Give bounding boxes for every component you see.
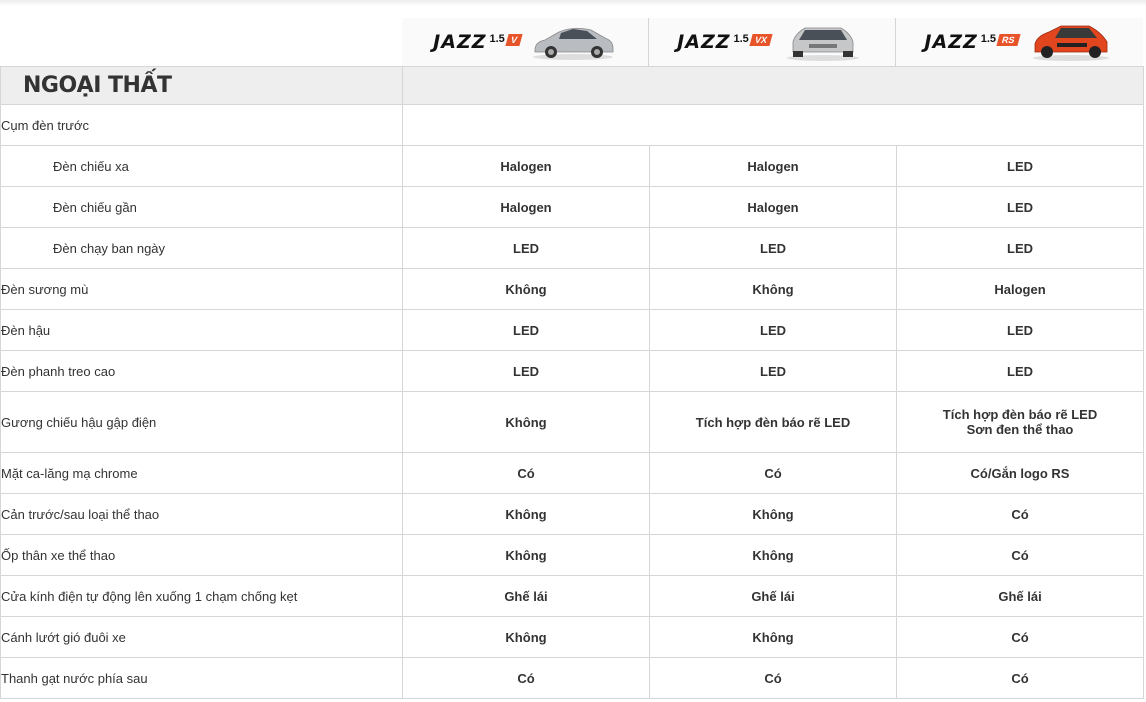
value-rs: Ghế lái	[897, 576, 1144, 617]
row-blank	[403, 105, 1144, 146]
car-silver-front-icon	[779, 22, 867, 62]
row-label: Đèn chiếu gần	[1, 187, 403, 228]
model-engine: 1.5	[489, 33, 505, 45]
value-vx: Halogen	[650, 146, 897, 187]
value-rs-line-1: Tích hợp đèn báo rẽ LED	[942, 407, 1098, 422]
value-rs-line-2: Sơn đen thể thao	[966, 422, 1074, 437]
model-badge: V	[505, 34, 522, 46]
value-v: Ghế lái	[403, 576, 650, 617]
row-label: Đèn chiếu xa	[1, 146, 403, 187]
value-vx: LED	[650, 351, 897, 392]
car-silver-icon	[529, 22, 617, 62]
value-vx: Không	[650, 494, 897, 535]
top-shadow-bar	[0, 0, 1146, 6]
value-v: Có	[403, 658, 650, 699]
model-name: JAZZ	[677, 31, 731, 53]
table-row	[1, 453, 1144, 494]
value-vx: Có	[650, 453, 897, 494]
value-v: Không	[403, 617, 650, 658]
value-v: LED	[403, 310, 650, 351]
table-row	[1, 228, 1144, 269]
value-v: Không	[403, 269, 650, 310]
model-header	[402, 18, 1144, 66]
model-engine: 1.5	[733, 33, 749, 45]
value-rs: Có	[897, 535, 1144, 576]
value-rs: Có	[897, 658, 1144, 699]
value-rs: Có/Gắn logo RS	[897, 453, 1144, 494]
value-rs: LED	[897, 187, 1144, 228]
value-v: LED	[403, 351, 650, 392]
table-row	[1, 658, 1144, 699]
value-v: Halogen	[403, 187, 650, 228]
value-vx: Không	[650, 617, 897, 658]
section-title: NGOẠI THẤT	[1, 67, 403, 105]
table-row	[1, 494, 1144, 535]
table-row	[1, 576, 1144, 617]
value-v: Không	[403, 392, 650, 453]
value-vx: Tích hợp đèn báo rẽ LED	[650, 392, 897, 453]
row-label: Gương chiếu hậu gập điện	[1, 392, 403, 453]
model-jazz-vx	[649, 18, 896, 66]
value-v: LED	[403, 228, 650, 269]
model-jazz-v	[402, 18, 649, 66]
spec-table	[0, 66, 1144, 699]
row-label: Cản trước/sau loại thể thao	[1, 494, 403, 535]
value-vx: Không	[650, 269, 897, 310]
row-label: Mặt ca-lăng mạ chrome	[1, 453, 403, 494]
table-row	[1, 269, 1144, 310]
table-row	[1, 310, 1144, 351]
model-badge: VX	[749, 34, 772, 46]
model-name: JAZZ	[924, 31, 978, 53]
value-rs	[897, 392, 1144, 453]
table-row	[1, 146, 1144, 187]
value-vx: Ghế lái	[650, 576, 897, 617]
value-rs: LED	[897, 351, 1144, 392]
model-engine: 1.5	[980, 33, 997, 45]
car-orange-icon	[1027, 22, 1115, 62]
value-vx: LED	[650, 228, 897, 269]
row-label: Cánh lướt gió đuôi xe	[1, 617, 403, 658]
table-row	[1, 351, 1144, 392]
value-rs: LED	[897, 310, 1144, 351]
row-label: Đèn hậu	[1, 310, 403, 351]
value-v: Không	[403, 535, 650, 576]
table-row	[1, 392, 1144, 453]
model-jazz-rs	[896, 18, 1143, 66]
value-vx: Halogen	[650, 187, 897, 228]
row-label: Đèn chạy ban ngày	[1, 228, 403, 269]
value-v: Không	[403, 494, 650, 535]
value-rs: LED	[897, 146, 1144, 187]
value-vx: LED	[650, 310, 897, 351]
row-label: Ốp thân xe thể thao	[1, 535, 403, 576]
value-v: Có	[403, 453, 650, 494]
model-name: JAZZ	[433, 31, 487, 53]
row-label: Cụm đèn trước	[1, 105, 403, 146]
model-badge: RS	[996, 34, 1020, 46]
value-vx: Có	[650, 658, 897, 699]
section-header-blank	[403, 67, 1144, 105]
row-label: Đèn sương mù	[1, 269, 403, 310]
row-label: Thanh gạt nước phía sau	[1, 658, 403, 699]
table-row	[1, 105, 1144, 146]
table-row	[1, 617, 1144, 658]
table-row	[1, 535, 1144, 576]
value-rs: LED	[897, 228, 1144, 269]
row-label: Cửa kính điện tự động lên xuống 1 chạm chống kẹt	[1, 576, 403, 617]
value-rs: Halogen	[897, 269, 1144, 310]
value-vx: Không	[650, 535, 897, 576]
value-v: Halogen	[403, 146, 650, 187]
table-row	[1, 187, 1144, 228]
row-label: Đèn phanh treo cao	[1, 351, 403, 392]
section-header-row	[1, 67, 1144, 105]
value-rs: Có	[897, 494, 1144, 535]
value-rs: Có	[897, 617, 1144, 658]
